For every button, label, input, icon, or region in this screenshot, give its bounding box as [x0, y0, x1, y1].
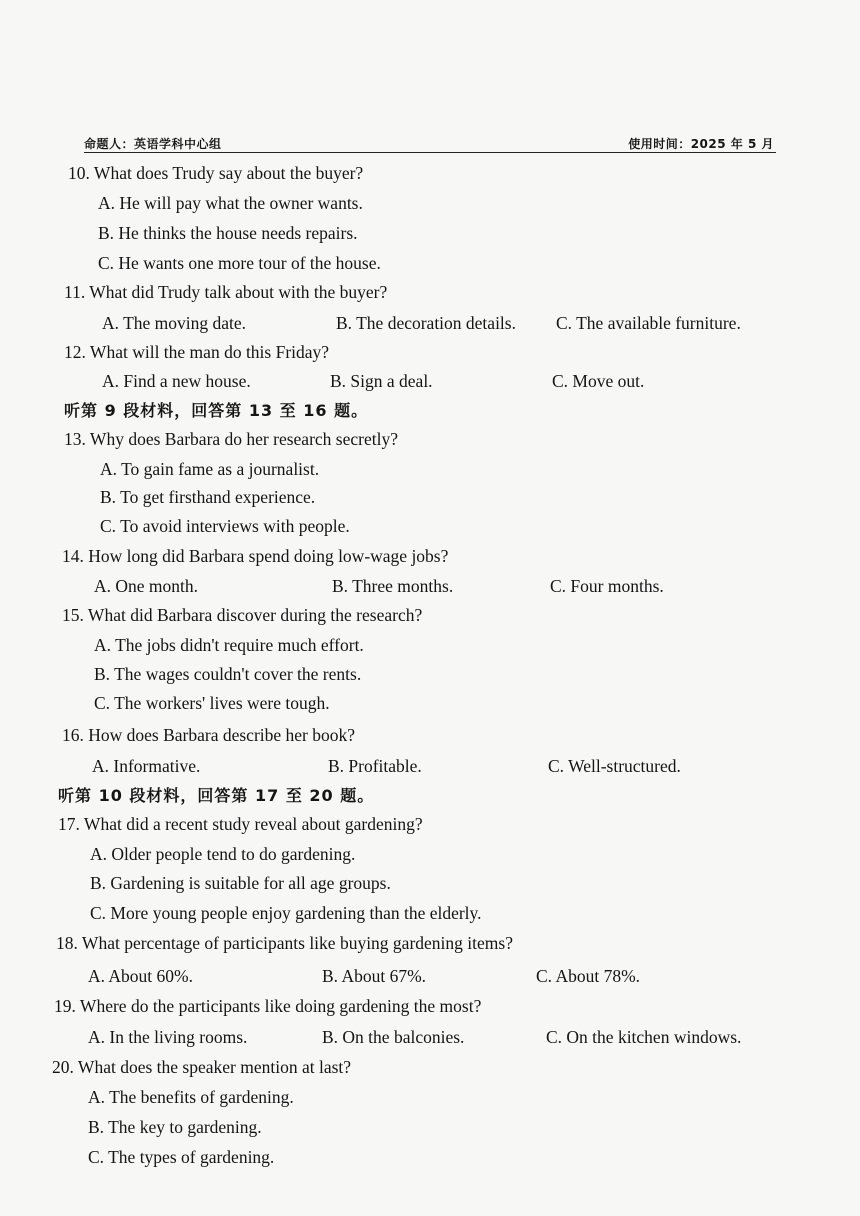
option-18c: C. About 78%. — [536, 966, 641, 986]
option-13b: B. To get firsthand experience. — [100, 487, 316, 507]
option-16b: B. Profitable. — [328, 756, 422, 776]
option-18a: A. About 60%. — [88, 966, 193, 986]
option-10a: A. He will pay what the owner wants. — [98, 193, 363, 213]
option-20b: B. The key to gardening. — [88, 1117, 262, 1137]
option-16a: A. Informative. — [92, 756, 201, 776]
option-16c: C. Well-structured. — [548, 756, 681, 776]
question-15: 15. What did Barbara discover during the research? — [62, 605, 423, 625]
question-14: 14. How long did Barbara spend doing low-wage jobs? — [62, 546, 449, 566]
question-20: 20. What does the speaker mention at last? — [52, 1057, 352, 1077]
question-13: 13. Why does Barbara do her research secretly? — [64, 429, 398, 449]
question-16: 16. How does Barbara describe her book? — [62, 725, 356, 745]
question-11: 11. What did Trudy talk about with the buyer? — [64, 282, 388, 302]
header-date: 使用时间：2025 年 5 月 — [628, 137, 774, 151]
option-18b: B. About 67%. — [322, 966, 427, 986]
option-19c: C. On the kitchen windows. — [546, 1027, 742, 1047]
option-19b: B. On the balconies. — [322, 1027, 465, 1047]
question-12: 12. What will the man do this Friday? — [64, 342, 330, 362]
option-11a: A. The moving date. — [102, 313, 247, 333]
option-10b: B. He thinks the house needs repairs. — [98, 223, 358, 243]
section-9-heading: 听第 9 段材料，回答第 13 至 16 题。 — [64, 401, 369, 420]
option-10c: C. He wants one more tour of the house. — [98, 253, 381, 273]
option-17c: C. More young people enjoy gardening than the elderly. — [90, 903, 482, 923]
option-14a: A. One month. — [94, 576, 199, 596]
option-12a: A. Find a new house. — [102, 371, 251, 391]
option-20a: A. The benefits of gardening. — [88, 1087, 294, 1107]
question-10: 10. What does Trudy say about the buyer? — [68, 163, 364, 183]
option-12b: B. Sign a deal. — [330, 371, 433, 391]
option-13c: C. To avoid interviews with people. — [100, 516, 350, 536]
option-11c: C. The available furniture. — [556, 313, 741, 333]
option-20c: C. The types of gardening. — [88, 1147, 275, 1167]
page-header — [84, 134, 776, 153]
header-author: 命题人：英语学科中心组 — [84, 137, 222, 151]
question-19: 19. Where do the participants like doing gardening the most? — [54, 996, 482, 1016]
option-13a: A. To gain fame as a journalist. — [100, 459, 320, 479]
question-17: 17. What did a recent study reveal about gardening? — [58, 814, 423, 834]
option-14c: C. Four months. — [550, 576, 664, 596]
option-11b: B. The decoration details. — [336, 313, 516, 333]
option-14b: B. Three months. — [332, 576, 454, 596]
option-15a: A. The jobs didn't require much effort. — [94, 635, 364, 655]
option-12c: C. Move out. — [552, 371, 645, 391]
section-10-heading: 听第 10 段材料，回答第 17 至 20 题。 — [58, 786, 375, 805]
option-17b: B. Gardening is suitable for all age groups. — [90, 873, 391, 893]
option-17a: A. Older people tend to do gardening. — [90, 844, 356, 864]
question-18: 18. What percentage of participants like buying gardening items? — [56, 933, 513, 953]
option-15b: B. The wages couldn't cover the rents. — [94, 664, 362, 684]
option-19a: A. In the living rooms. — [88, 1027, 248, 1047]
option-15c: C. The workers' lives were tough. — [94, 693, 330, 713]
